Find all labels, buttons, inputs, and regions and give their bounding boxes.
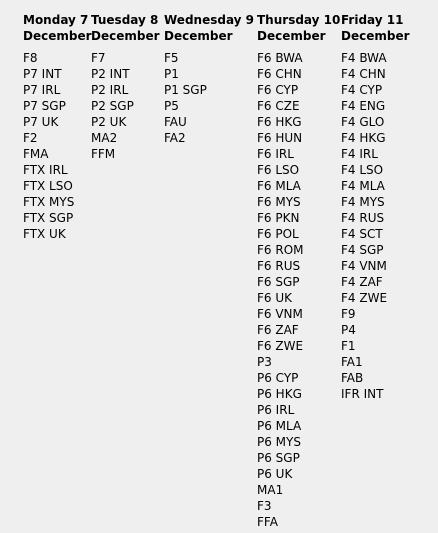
exam-item: P6 SGP <box>257 451 300 465</box>
exam-item: FAB <box>341 371 364 385</box>
month-label: December <box>341 29 410 43</box>
exam-item: FA2 <box>164 131 186 145</box>
exam-item: F6 ROM <box>257 243 304 257</box>
exam-item: F6 ZWE <box>257 339 304 353</box>
exam-item: P3 <box>257 355 272 369</box>
exam-item: F4 ENG <box>341 99 386 113</box>
exam-item: P6 IRL <box>257 403 295 417</box>
exam-item: F6 BWA <box>257 51 303 65</box>
day-header <box>164 12 254 44</box>
exam-item: FTX MYS <box>23 195 75 209</box>
day-header <box>257 12 340 44</box>
exam-item: F6 CZE <box>257 99 300 113</box>
exam-item: FMA <box>23 147 49 161</box>
exam-item: FAU <box>164 115 187 129</box>
exam-item: F4 GLO <box>341 115 385 129</box>
day-column-tuesday <box>91 12 160 162</box>
exam-item: F8 <box>23 51 38 65</box>
exam-item: F4 MYS <box>341 195 385 209</box>
day-header <box>23 12 92 44</box>
exam-item: P7 SGP <box>23 99 66 113</box>
exam-list <box>164 50 254 146</box>
exam-item: P7 UK <box>23 115 59 129</box>
exam-item: F7 <box>91 51 106 65</box>
exam-item: F4 MLA <box>341 179 385 193</box>
day-column-thursday <box>257 12 340 530</box>
exam-list <box>23 50 92 242</box>
exam-item: F4 IRL <box>341 147 378 161</box>
day-column-wednesday <box>164 12 254 146</box>
day-column-monday <box>23 12 92 242</box>
exam-item: F4 VNM <box>341 259 387 273</box>
exam-item: P2 SGP <box>91 99 134 113</box>
exam-item: P4 <box>341 323 356 337</box>
exam-item: P7 IRL <box>23 83 61 97</box>
exam-list <box>257 50 340 530</box>
exam-item: IFR INT <box>341 387 384 401</box>
exam-item: F5 <box>164 51 179 65</box>
exam-item: F3 <box>257 499 272 513</box>
exam-item: P2 UK <box>91 115 127 129</box>
exam-item: F6 POL <box>257 227 299 241</box>
exam-item: F4 SCT <box>341 227 383 241</box>
exam-item: F6 HUN <box>257 131 303 145</box>
exam-item: F6 CYP <box>257 83 299 97</box>
day-label: Thursday 10 <box>257 13 341 27</box>
exam-item: FTX UK <box>23 227 66 241</box>
exam-item: FFA <box>257 515 278 529</box>
exam-item: F6 ZAF <box>257 323 299 337</box>
exam-item: F2 <box>23 131 38 145</box>
exam-item: P6 MYS <box>257 435 301 449</box>
exam-item: P6 HKG <box>257 387 302 401</box>
exam-item: F6 UK <box>257 291 293 305</box>
exam-item: FTX IRL <box>23 163 68 177</box>
exam-item: F4 CYP <box>341 83 383 97</box>
exam-item: F9 <box>341 307 356 321</box>
exam-item: F6 MLA <box>257 179 301 193</box>
exam-item: FTX SGP <box>23 211 74 225</box>
day-label: Monday 7 <box>23 13 89 27</box>
exam-item: FTX LSO <box>23 179 73 193</box>
exam-item: F1 <box>341 339 356 353</box>
exam-item: P5 <box>164 99 179 113</box>
exam-item: F4 CHN <box>341 67 386 81</box>
exam-item: F4 RUS <box>341 211 385 225</box>
exam-item: P2 INT <box>91 67 130 81</box>
exam-item: P1 SGP <box>164 83 207 97</box>
exam-item: F6 RUS <box>257 259 301 273</box>
exam-item: FFM <box>91 147 116 161</box>
day-label: Tuesday 8 <box>91 13 159 27</box>
exam-item: F4 LSO <box>341 163 384 177</box>
exam-item: F4 ZWE <box>341 291 388 305</box>
exam-list <box>341 50 410 402</box>
exam-item: F4 HKG <box>341 131 386 145</box>
exam-item: F6 VNM <box>257 307 303 321</box>
exam-item: F6 MYS <box>257 195 301 209</box>
exam-item: F6 LSO <box>257 163 300 177</box>
exam-item: MA2 <box>91 131 118 145</box>
exam-item: F6 IRL <box>257 147 294 161</box>
exam-item: P1 <box>164 67 179 81</box>
exam-item: F6 HKG <box>257 115 302 129</box>
day-header <box>341 12 410 44</box>
exam-item: F4 SGP <box>341 243 384 257</box>
exam-item: P6 MLA <box>257 419 302 433</box>
exam-item: P2 IRL <box>91 83 129 97</box>
exam-item: P6 CYP <box>257 371 299 385</box>
month-label: December <box>164 29 233 43</box>
exam-item: FA1 <box>341 355 363 369</box>
exam-item: F4 ZAF <box>341 275 383 289</box>
month-label: December <box>23 29 92 43</box>
day-header <box>91 12 160 44</box>
exam-item: F6 SGP <box>257 275 300 289</box>
day-column-friday <box>341 12 410 402</box>
exam-list <box>91 50 160 162</box>
exam-item: MA1 <box>257 483 284 497</box>
exam-item: P6 UK <box>257 467 293 481</box>
day-label: Friday 11 <box>341 13 404 27</box>
month-label: December <box>257 29 326 43</box>
exam-item: F4 BWA <box>341 51 387 65</box>
exam-item: F6 PKN <box>257 211 300 225</box>
exam-item: P7 INT <box>23 67 62 81</box>
exam-item: F6 CHN <box>257 67 302 81</box>
day-label: Wednesday 9 <box>164 13 255 27</box>
month-label: December <box>91 29 160 43</box>
